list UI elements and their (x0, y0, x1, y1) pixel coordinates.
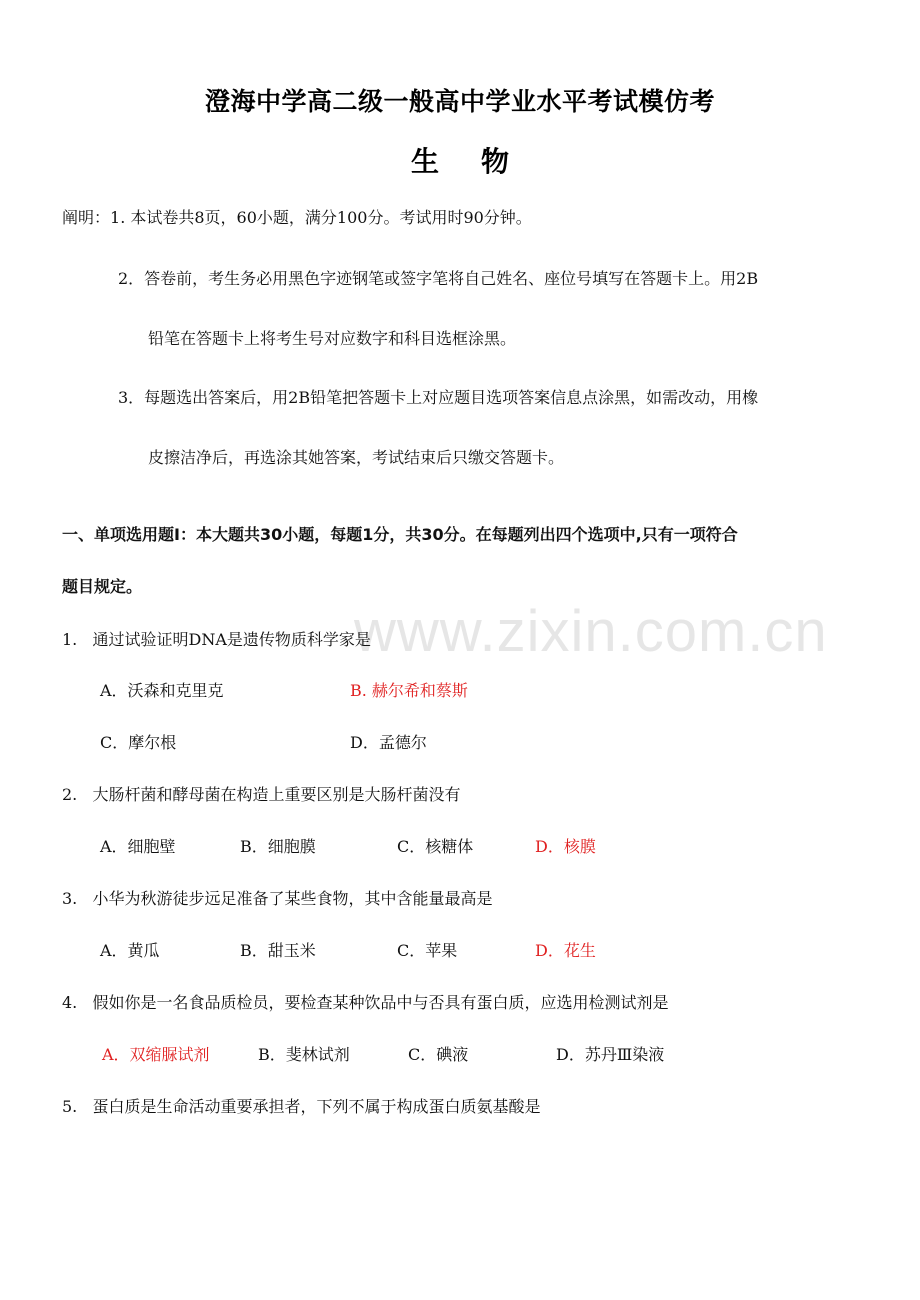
section-heading-line-1: 一、单项选用题Ⅰ：本大题共30小题，每题1分，共30分。在每题列出四个选项中,只有一项符合 (62, 525, 738, 544)
question-3-stem (62, 888, 493, 910)
instruction-item-3: 3．每题选出答案后，用2B铅笔把答题卡上对应题目选项答案信息点涂黑，如需改动，用橡 (118, 388, 759, 407)
instructions-label: 阐明： (62, 208, 111, 227)
option-c: C．碘液 (408, 1045, 469, 1064)
option-c: C．核糖体 (397, 837, 474, 856)
instruction-item-1: 1. 本试卷共8页，60小题，满分100分。考试用时90分钟。 (110, 208, 532, 227)
question-text: 通过试验证明DNA是遗传物质科学家是 (92, 630, 371, 649)
question-number: 5. (62, 1097, 78, 1116)
watermark: www.zixin.com.cn (354, 599, 828, 664)
question-1-stem (62, 629, 371, 651)
question-number: 3. (62, 889, 78, 908)
option-a: A．细胞壁 (100, 837, 176, 856)
option-a: A．沃森和克里克 (100, 681, 224, 700)
instruction-item-3-cont: 皮擦洁净后，再选涂其她答案，考试结束后只缴交答题卡。 (148, 448, 565, 467)
option-d-correct: D．花生 (535, 941, 596, 960)
question-number: 4. (62, 993, 78, 1012)
question-2-stem (62, 784, 461, 806)
question-text: 蛋白质是生命活动重要承担者，下列不属于构成蛋白质氨基酸是 (92, 1097, 541, 1116)
option-a: A．黄瓜 (100, 941, 160, 960)
option-c: C．苹果 (397, 941, 458, 960)
option-c: C．摩尔根 (100, 733, 177, 752)
question-number: 2. (62, 785, 78, 804)
option-d: D．苏丹Ⅲ染液 (556, 1045, 665, 1064)
option-b: B．细胞膜 (240, 837, 316, 856)
question-4-stem (62, 992, 669, 1014)
question-text: 大肠杆菌和酵母菌在构造上重要区别是大肠杆菌没有 (92, 785, 461, 804)
question-number: 1. (62, 630, 78, 649)
option-b: B．斐林试剂 (258, 1045, 350, 1064)
question-text: 小华为秋游徒步远足准备了某些食物，其中含能量最高是 (92, 889, 493, 908)
question-5-stem (62, 1096, 541, 1118)
option-d-correct: D．核膜 (535, 837, 596, 856)
option-b: B．甜玉米 (240, 941, 316, 960)
option-d: D．孟德尔 (350, 733, 427, 752)
exam-title: 澄海中学高二级一般高中学业水平考试模仿考 (204, 87, 715, 116)
subject-title: 生物 (410, 145, 551, 178)
instruction-item-2-cont: 铅笔在答题卡上将考生号对应数字和科目选框涂黑。 (148, 329, 517, 348)
instruction-line-1 (62, 207, 532, 229)
section-heading-line-2: 题目规定。 (62, 577, 143, 596)
question-text: 假如你是一名食品质检员，要检查某种饮品中与否具有蛋白质，应选用检测试剂是 (92, 993, 669, 1012)
instruction-item-2: 2．答卷前，考生务必用黑色字迹钢笔或签字笔将自己姓名、座位号填写在答题卡上。用2B (118, 269, 759, 288)
option-a-correct: A．双缩脲试剂 (102, 1045, 210, 1064)
option-b-correct: B. 赫尔希和蔡斯 (350, 681, 468, 700)
